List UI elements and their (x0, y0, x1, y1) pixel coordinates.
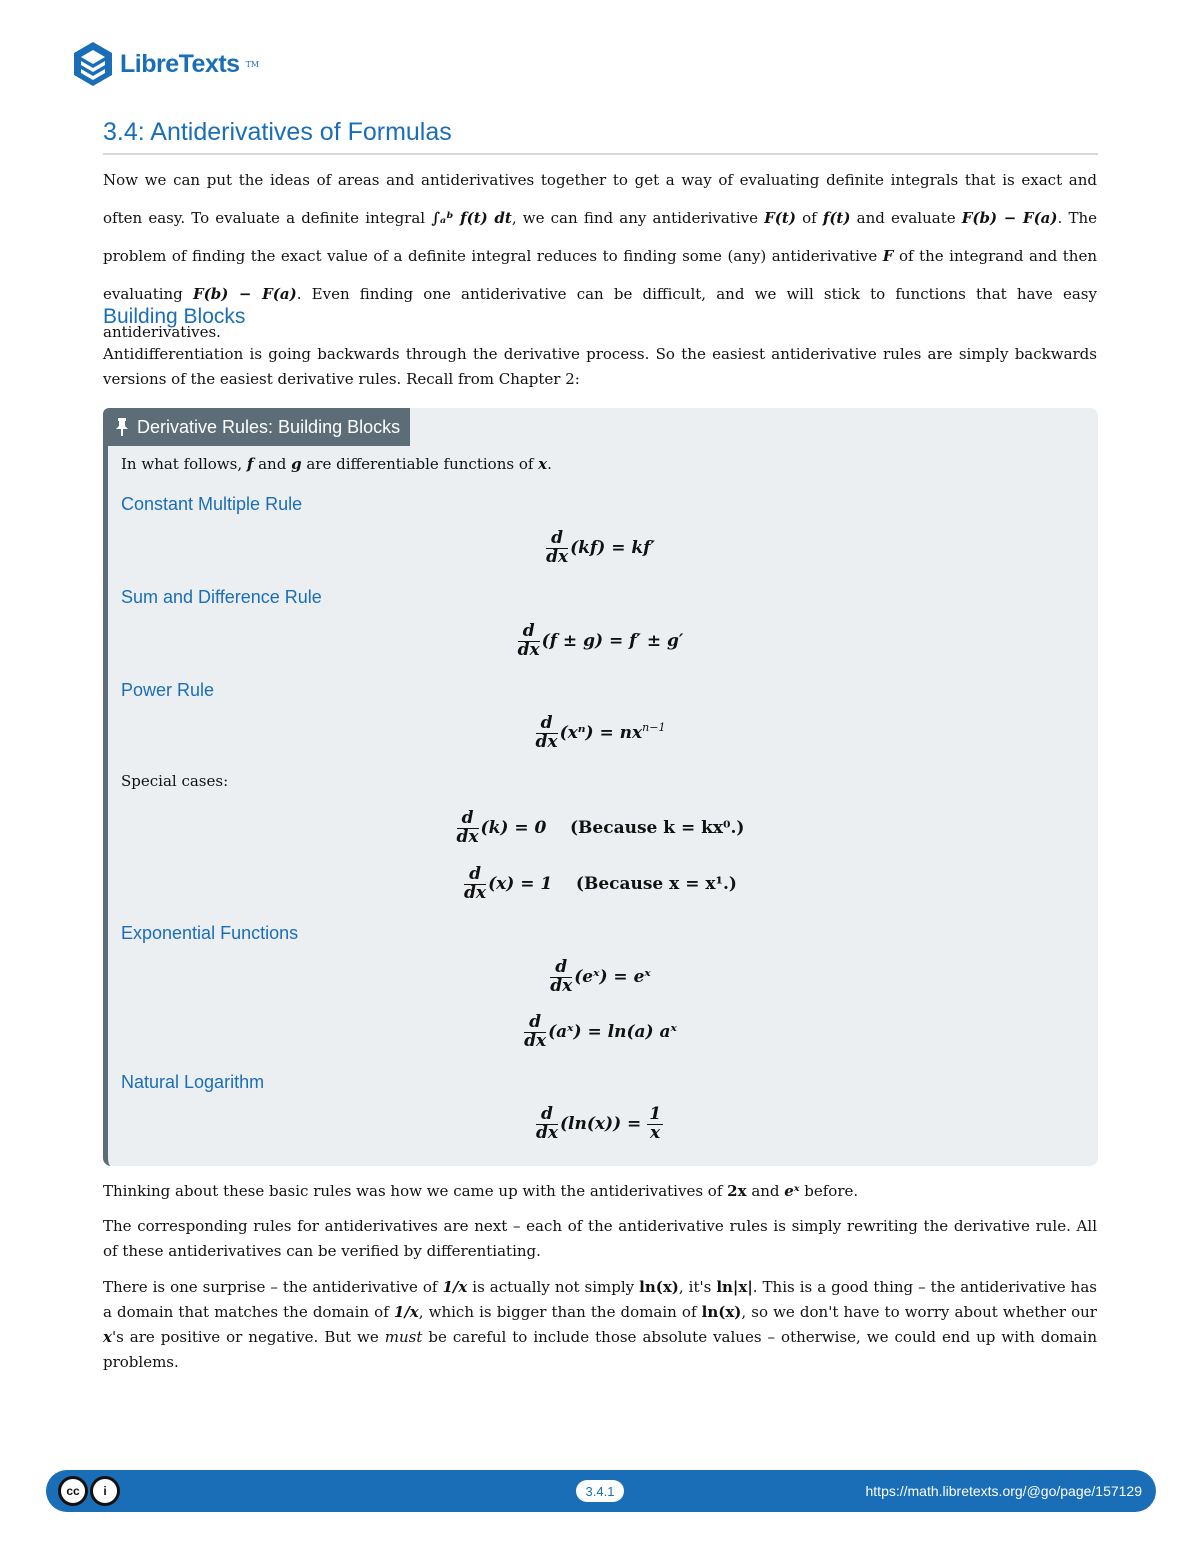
equation-special-x: $\frac{d}{dx}$ (x) = 1 (Because x = x¹.) (464, 864, 737, 903)
after-paragraph-3: There is one surprise – the antiderivative of 1/x is actually not simply ln(x), it's ln|x|. This is a good thing – the antiderivative has a domain that matches the domain of 1/x, which is bigger than the domain of ln(x), so we don't have to worry about whether our x's are positive or negative. But we must be careful to include those absolute values – otherwise, we could end up with domain problems. (103, 1278, 1098, 1371)
intro-paragraph: Now we can put the ideas of areas and antiderivatives together to get a way of evaluating definite integrals that is exact and often easy. To evaluate a definite integral ∫ₐᵇ f(t) dt, we can find any antiderivative F(t) of f(t) and evaluate F(b) − F(a). The problem of finding the exact value of a definite integral reduces to finding some (any) antiderivative F of the integrand and then evaluating F(b) − F(a). Even finding one antiderivative can be difficult, and we will stick to functions that have easy antiderivatives. (103, 171, 1098, 341)
rule-heading-sum-difference: Sum and Difference Rule (121, 587, 322, 607)
rule-heading-constant-multiple: Constant Multiple Rule (121, 494, 303, 514)
integral-expression: ∫ₐᵇ f(t) dt (431, 209, 512, 227)
equation-constant-multiple: $\frac{d}{dx}$ (kf) = kf′ (546, 528, 655, 567)
equation-exp-e: $\frac{d}{dx}$ (eˣ) = eˣ (550, 957, 651, 996)
box-intro: In what follows, f and g are differentiable functions of x. (121, 455, 552, 473)
equation-exp-a: $\frac{d}{dx}$ (aˣ) = ln(a) aˣ (524, 1012, 677, 1051)
logo-trademark: TM (245, 59, 260, 69)
libretexts-logo-icon (72, 40, 114, 88)
rule-heading-power: Power Rule (121, 680, 215, 700)
logo-wordmark: LibreTexts (120, 49, 240, 78)
box-tab (103, 408, 410, 446)
derivative-rules-box (103, 408, 1098, 1166)
after-paragraph-2: The corresponding rules for antiderivatives are next – each of the antiderivative rules is simply rewriting the derivative rule. All of these antiderivatives can be verified by differentiating. (103, 1217, 1097, 1260)
license-badge[interactable] (58, 1476, 120, 1506)
equation-natural-log: $\frac{d}{dx}$ (ln(x)) = $\frac{1}{x}$ (535, 1104, 662, 1143)
section-paragraph: Antidifferentiation is going backwards through the derivative process. So the easiest antiderivative rules are simply backwards versions of the easiest derivative rules. Recall from Chapter 2: (103, 345, 1097, 388)
box-title: Derivative Rules: Building Blocks (137, 416, 401, 437)
pin-icon (115, 418, 129, 436)
page-number: 3.4.1 (576, 1480, 624, 1502)
libretexts-logo[interactable] (72, 40, 259, 88)
cc-icon: cc (58, 1476, 88, 1506)
section-heading: Building Blocks (103, 305, 246, 328)
equation-power: $\frac{d}{dx}$ $(x^n) = nx^{n-1}$ (535, 713, 666, 752)
attribution-icon: i (90, 1476, 120, 1506)
rule-heading-natural-log: Natural Logarithm (121, 1072, 265, 1092)
equation-special-constant: $\frac{d}{dx}$ (k) = 0 (Because k = kx⁰.) (456, 808, 745, 847)
page-title: 3.4: Antiderivatives of Formulas (103, 118, 1098, 155)
after-paragraph-1: Thinking about these basic rules was how we came up with the antiderivatives of 2x and eˣ before. (103, 1182, 859, 1200)
special-cases-label: Special cases: (121, 772, 229, 790)
equation-sum-difference: $\frac{d}{dx}$ (f ± g) = f′ ± g′ (517, 621, 684, 660)
rule-heading-exponential: Exponential Functions (121, 923, 299, 943)
page-url-link[interactable]: https://math.libretexts.org/@go/page/157129 (865, 1483, 1142, 1499)
